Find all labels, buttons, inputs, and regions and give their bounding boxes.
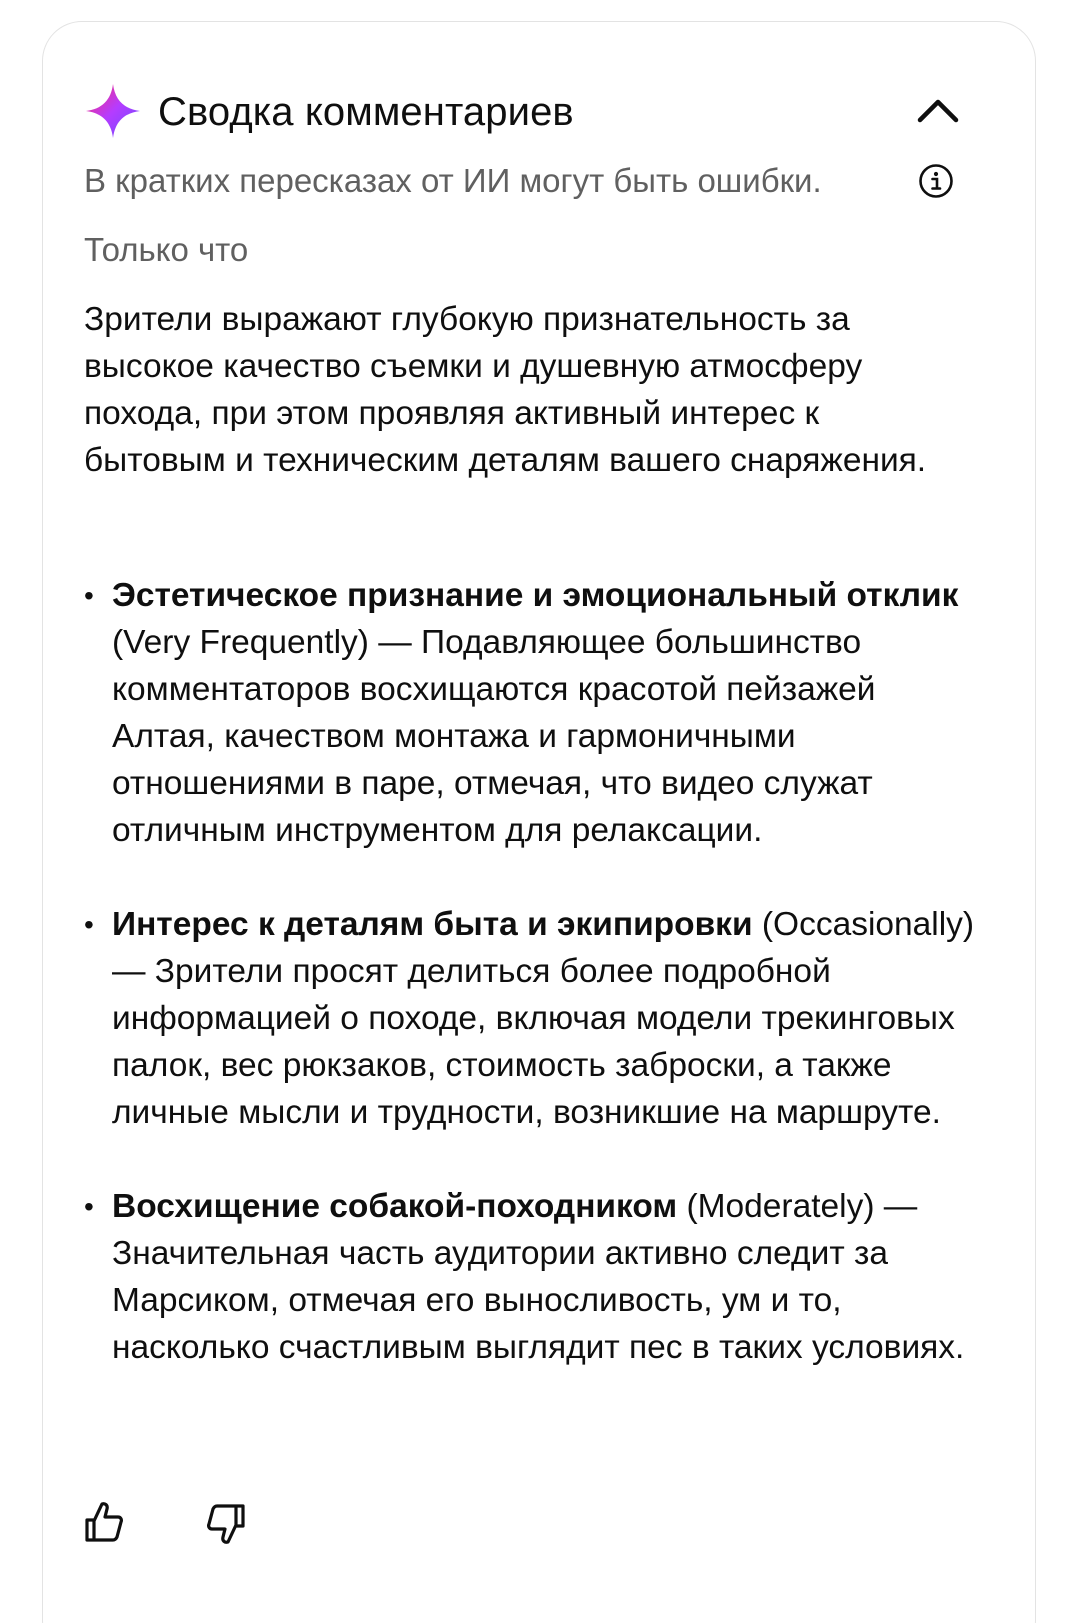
summary-intro: Зрители выражают глубокую признательность за высокое качество съемки и душевную атмосферу похода, при этом проявляя активный интерес к бытовым и техническим деталям вашего снаряжения. bbox=[84, 301, 927, 479]
summary-bullet bbox=[84, 572, 984, 854]
bullet-title: Эстетическое признание и эмоциональный отклик bbox=[112, 577, 959, 614]
bullet-title: Интерес к деталям быта и экипировки bbox=[112, 906, 753, 943]
info-icon[interactable] bbox=[918, 163, 954, 199]
ai-disclaimer: В кратких пересказах от ИИ могут быть ошибки. bbox=[84, 162, 822, 199]
bullet-text: (Very Frequently) — Подавляющее большинство комментаторов восхищаются красотой пейзажей Алтая, качеством монтажа и гармоничными отношениями в паре, отмечая, что видео служат отличным инструментом для релаксации. bbox=[112, 624, 876, 849]
thumbs-up-icon[interactable] bbox=[84, 1500, 124, 1544]
summary-bullet bbox=[84, 901, 984, 1136]
bullet-marker: • bbox=[84, 1191, 94, 1222]
bullet-marker: • bbox=[84, 909, 94, 940]
sparkle-icon bbox=[84, 82, 142, 140]
thumbs-down-icon[interactable] bbox=[206, 1502, 246, 1546]
summary-header bbox=[84, 78, 974, 142]
summary-timestamp: Только что bbox=[84, 231, 249, 268]
summary-bullet bbox=[84, 1183, 984, 1371]
bullet-title: Восхищение собакой-походником bbox=[112, 1188, 678, 1225]
chevron-up-icon[interactable] bbox=[916, 90, 960, 130]
summary-title: Сводка комментариев bbox=[158, 90, 574, 134]
bullet-marker: • bbox=[84, 580, 94, 611]
summary-bullet-list bbox=[84, 572, 984, 1418]
feedback-row bbox=[84, 1500, 284, 1550]
bullet-text: (Occasionally) — Зрители просят делиться более подробной информацией о походе, включая модели трекинговых палок, вес рюкзаков, стоимость заброски, а также личные мысли и трудности, возникшие на маршруте. bbox=[112, 906, 975, 1131]
bullet-text: (Moderately) — Значительная часть аудитории активно следит за Марсиком, отмечая его выносливость, ум и то, насколько счастливым выглядит пес в таких условиях. bbox=[112, 1188, 965, 1366]
